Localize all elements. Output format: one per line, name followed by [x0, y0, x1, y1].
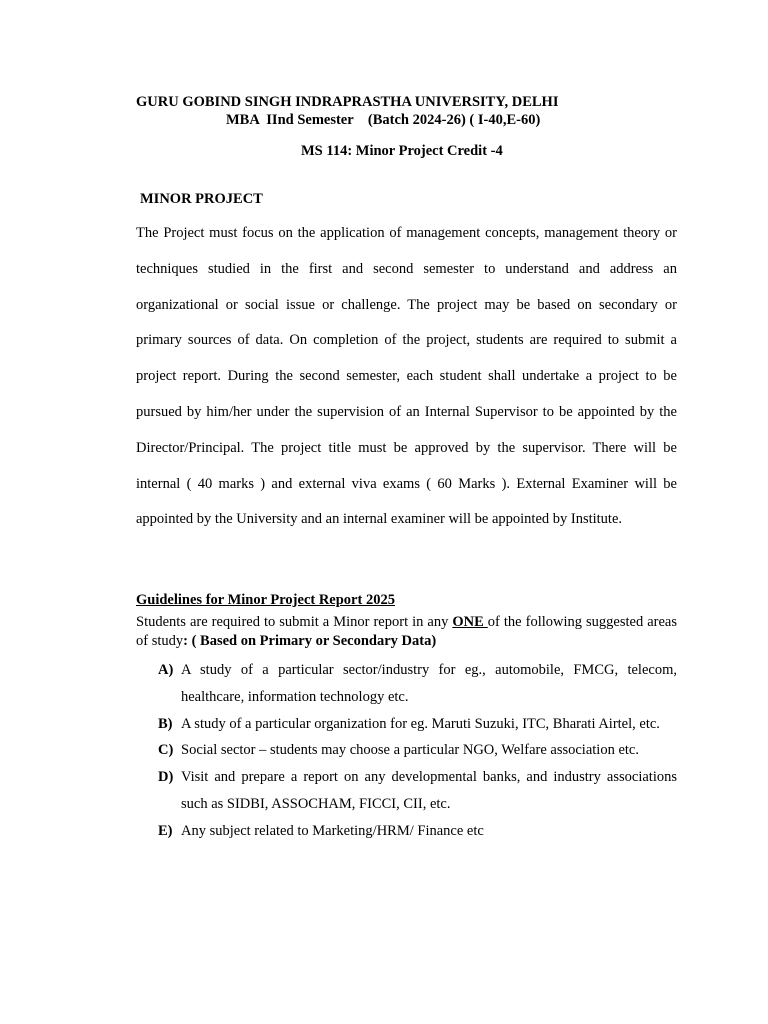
guidelines-intro — [136, 613, 677, 651]
university-title: GURU GOBIND SINGH INDRAPRASTHA UNIVERSITY, DELHI — [136, 94, 559, 110]
list-item — [158, 764, 677, 818]
list-item — [158, 711, 677, 738]
intro-data-note: : ( Based on Primary or Secondary Data) — [183, 633, 437, 649]
list-item-text: Visit and prepare a report on any developmental banks, and industry associations such as SIDBI, ASSOCHAM, FICCI, CII, etc. — [181, 769, 677, 812]
minor-project-description: The Project must focus on the application of management concepts, management theory or techniques studied in the first and second semester to understand and address an organizational or social issue or challenge. The project may be based on secondary or primary sources of data. On completion of the project, students are required to submit a project report. During the second semester, each student shall undertake a project to be pursued by him/her under the supervision of an Internal Supervisor to be appointed by the Director/Principal. The project title must be approved by the supervisor. There will be internal ( 40 marks ) and external viva exams ( 60 Marks ). External Examiner will be appointed by the University and an internal examiner will be appointed by Institute. — [136, 225, 677, 528]
course-title: MS 114: Minor Project Credit -4 — [301, 143, 503, 159]
list-item — [158, 657, 677, 711]
intro-text-after: of the following suggested areas of study — [136, 614, 677, 649]
intro-emphasis: ONE — [452, 614, 488, 630]
intro-text-before: Students are required to submit a Minor report in any — [136, 614, 453, 630]
list-marker: C) — [158, 742, 174, 759]
program-line: MBA IInd Semester (Batch 2024-26) ( I-40,E-60) — [226, 112, 541, 128]
list-item-text: Social sector – students may choose a particular NGO, Welfare association etc. — [181, 742, 639, 759]
list-item — [158, 818, 677, 845]
list-item-text: Any subject related to Marketing/HRM/ Finance etc — [181, 822, 484, 839]
list-item-text: A study of a particular sector/industry for eg., automobile, FMCG, telecom, healthcare, information technology etc. — [181, 662, 677, 705]
minor-project-heading: MINOR PROJECT — [140, 191, 263, 207]
list-marker: D) — [158, 769, 174, 786]
list-marker: E) — [158, 822, 173, 839]
list-item-text: A study of a particular organization for eg. Maruti Suzuki, ITC, Bharati Airtel, etc. — [181, 715, 660, 732]
list-item — [158, 737, 677, 764]
study-areas-list — [158, 657, 677, 845]
list-marker: A) — [158, 662, 174, 678]
list-marker: B) — [158, 715, 173, 732]
guidelines-heading: Guidelines for Minor Project Report 2025 — [136, 592, 395, 608]
